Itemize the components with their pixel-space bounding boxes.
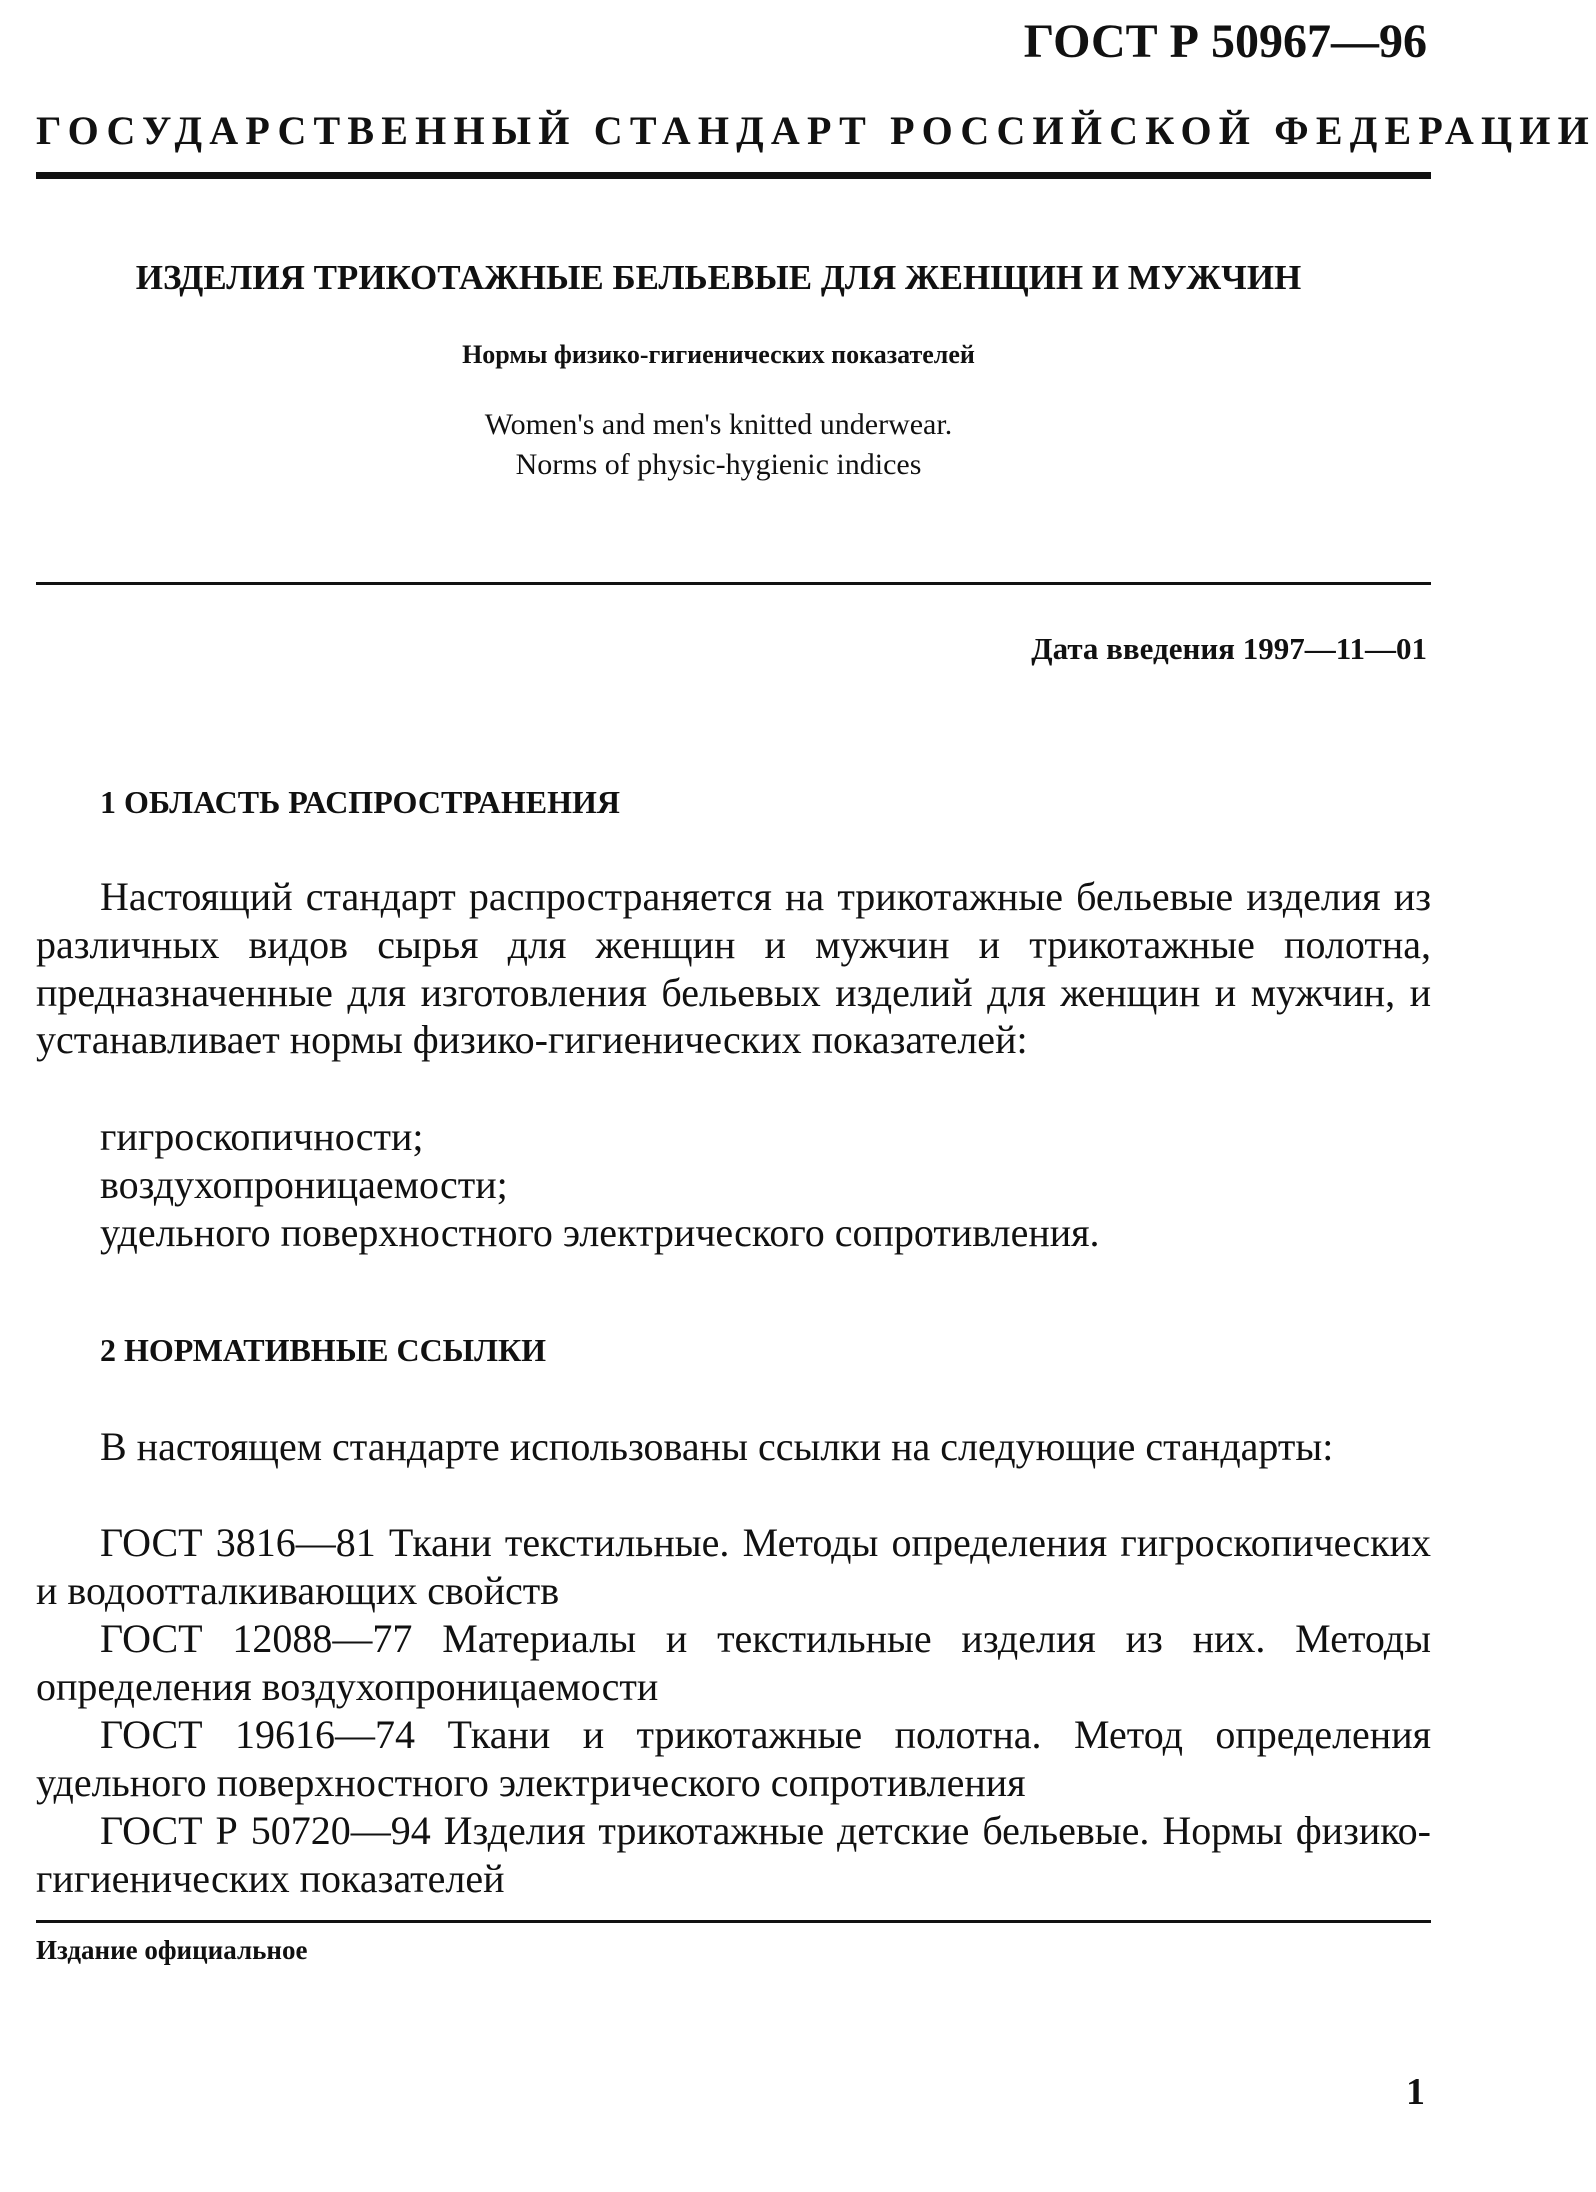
section-1-paragraph: Настоящий стандарт распространяется на трикотажные бельевые изделия из различных видов сырья для женщин и мужчин и трикотажные полотна, предназначенные для изготовления бельевых изделий для женщин и мужчин, и устанавливает нормы физико-гигиенических показателей: — [36, 874, 1431, 1063]
english-title-line-1: Women's and men's knitted underwear. — [484, 408, 953, 441]
reference-gost-19616: ГОСТ 19616—74 Ткани и трикотажные полотна. Метод определения удельного поверхностного электрического сопротивления — [36, 1712, 1431, 1805]
reference-gost-r-50720: ГОСТ Р 50720—94 Изделия трикотажные детские бельевые. Нормы физико-гигиенических показателей — [36, 1808, 1431, 1901]
title-divider — [36, 582, 1431, 585]
english-title-line-2: Norms of physic-hygienic indices — [515, 448, 922, 481]
footer-divider — [36, 1920, 1431, 1923]
section-2-paragraph: В настоящем стандарте использованы ссылки на следующие стандарты: — [100, 1424, 1334, 1469]
list-item-surface-resistance: удельного поверхностного электрического сопротивления. — [100, 1210, 1100, 1255]
header-divider — [36, 172, 1431, 179]
english-title — [0, 405, 1437, 485]
reference-gost-3816: ГОСТ 3816—81 Ткани текстильные. Методы определения гигроскопических и водоотталкивающих свойств — [36, 1520, 1431, 1613]
reference-gost-12088: ГОСТ 12088—77 Материалы и текстильные изделия из них. Методы определения воздухопроницаемости — [36, 1616, 1431, 1709]
section-1-heading: 1 ОБЛАСТЬ РАСПРОСТРАНЕНИЯ — [100, 784, 620, 820]
section-2-heading: 2 НОРМАТИВНЫЕ ССЫЛКИ — [100, 1332, 547, 1368]
list-item-air-permeability: воздухопроницаемости; — [100, 1162, 508, 1207]
document-title: ИЗДЕЛИЯ ТРИКОТАЖНЫЕ БЕЛЬЕВЫЕ ДЛЯ ЖЕНЩИН И МУЖЧИН — [135, 258, 1302, 297]
gost-code: ГОСТ Р 50967—96 — [1023, 15, 1427, 68]
page-number: 1 — [1406, 2071, 1425, 2113]
document-subtitle: Нормы физико-гигиенических показателей — [462, 340, 975, 369]
state-standard-banner: ГОСУДАРСТВЕННЫЙ СТАНДАРТ РОССИЙСКОЙ ФЕДЕРАЦИИ — [36, 108, 1596, 153]
edition-label: Издание официальное — [36, 1935, 308, 1965]
introduction-date: Дата введения 1997—11—01 — [1031, 631, 1427, 666]
list-item-hygroscopicity: гигроскопичности; — [100, 1114, 424, 1159]
